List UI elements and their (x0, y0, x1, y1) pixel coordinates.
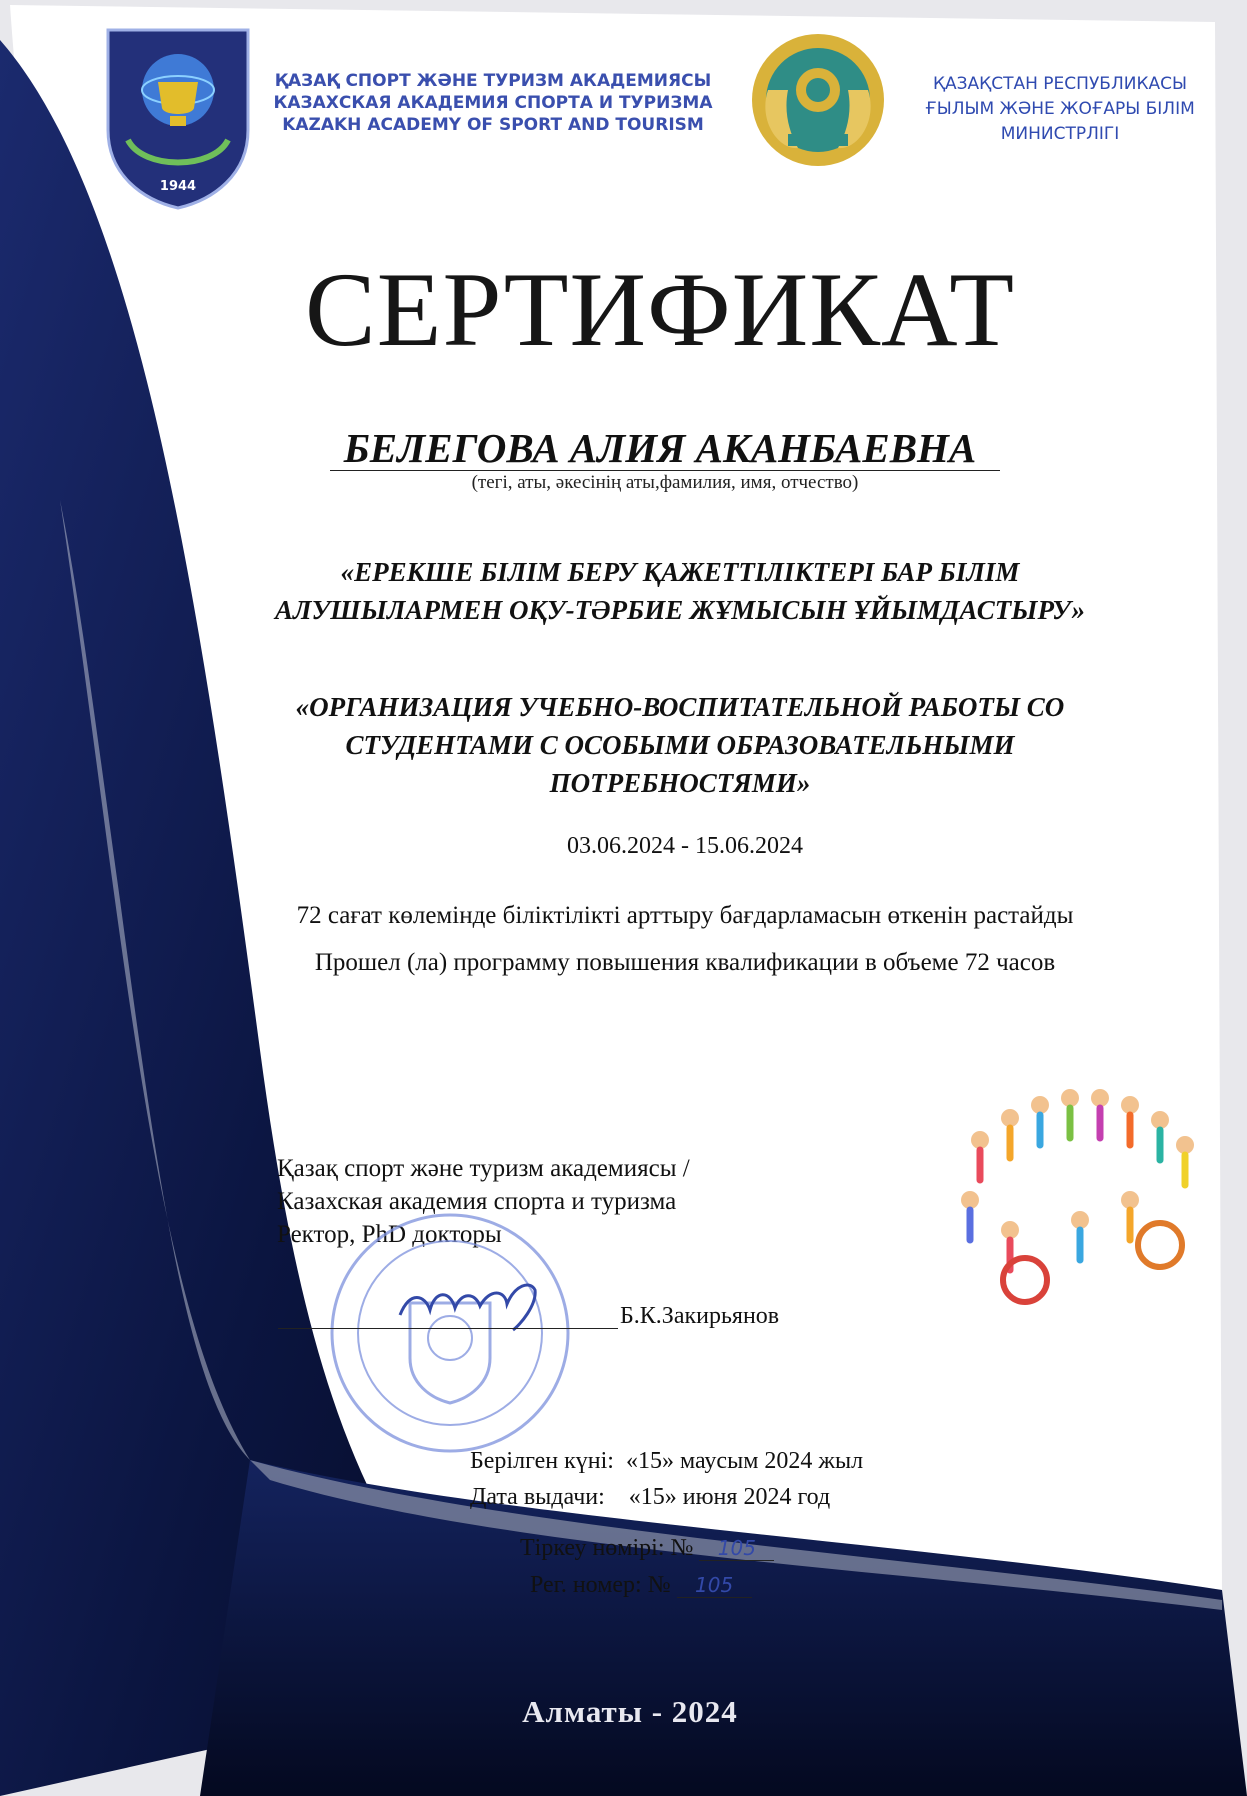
course-ru-line-3: ПОТРЕБНОСТЯМИ» (549, 768, 811, 798)
registration-kz-label: Тіркеу нөмірі: № (520, 1535, 694, 1561)
academy-name-block (258, 70, 728, 136)
course-ru-line-1: «ОРГАНИЗАЦИЯ УЧЕБНО-ВОСПИТАТЕЛЬНОЙ РАБОТЫ СО (295, 692, 1065, 722)
signature-org-ru: Казахская академия спорта и туризма (277, 1188, 677, 1215)
confirmation-kz: 72 сағат көлемінде біліктілікті арттыру бағдарламасын өткенін растайды (296, 902, 1074, 929)
signature-position: Ректор, PhD докторы (277, 1221, 502, 1248)
confirmation-ru: Прошел (ла) программу повышения квалификации в объеме 72 часов (314, 949, 1056, 976)
course-dates: 03.06.2024 - 15.06.2024 (567, 833, 803, 859)
state-emblem (748, 30, 888, 170)
issue-date-ru (470, 1479, 1030, 1515)
course-title-kz (190, 553, 1170, 629)
registration-kz (520, 1530, 774, 1567)
holder-caption: (тегі, аты, әкесінің аты,фамилия, имя, отчество) (471, 472, 859, 493)
issue-date-ru-label: Дата выдачи: (470, 1484, 605, 1510)
holder-underline (330, 470, 1000, 471)
handwritten-signature (395, 1270, 545, 1340)
academy-name-ru: КАЗАХСКАЯ АКАДЕМИЯ СПОРТА И ТУРИЗМА (273, 93, 713, 113)
issue-date-kz (470, 1443, 1030, 1479)
signature-line (278, 1328, 618, 1329)
holder-name: БЕЛЕГОВА АЛИЯ АКАНБАЕВНА (343, 425, 977, 471)
ministry-line-2: ҒЫЛЫМ ЖӘНЕ ЖОҒАРЫ БІЛІМ (925, 99, 1195, 119)
issue-date-block (470, 1443, 1030, 1515)
registration-ru-label: Рег. номер: № (530, 1572, 671, 1598)
issue-date-kz-label: Берілген күні: (470, 1448, 614, 1474)
ministry-line-3: МИНИСТРЛІГІ (1000, 124, 1120, 144)
course-ru-line-2: СТУДЕНТАМИ С ОСОБЫМИ ОБРАЗОВАТЕЛЬНЫМИ (345, 730, 1015, 760)
signature-org-kz: Қазақ спорт және туризм академиясы / (277, 1155, 690, 1182)
issue-date-ru-value: «15» июня 2024 год (628, 1484, 831, 1510)
children-circle-illustration (940, 1080, 1210, 1310)
registration-number-ru: 105 (677, 1573, 752, 1598)
footer-city-year: Алматы - 2024 (522, 1694, 738, 1729)
certificate-title: СЕРТИФИКАТ (305, 251, 1015, 368)
academy-name-kz: ҚАЗАҚ СПОРТ ЖӘНЕ ТУРИЗМ АКАДЕМИЯСЫ (274, 71, 712, 91)
logo-year: 1944 (159, 179, 197, 194)
course-title-ru (190, 688, 1170, 802)
registration-ru (520, 1567, 774, 1604)
course-kz-line-1: «ЕРЕКШЕ БІЛІМ БЕРУ ҚАЖЕТТІЛІКТЕРІ БАР БІЛІМ (340, 557, 1020, 587)
academy-logo (98, 20, 258, 210)
registration-number-kz: 105 (699, 1536, 774, 1561)
registration-block (520, 1530, 774, 1604)
rector-name: Б.К.Закирьянов (620, 1303, 780, 1329)
issue-date-kz-value: «15» маусым 2024 жыл (625, 1448, 864, 1474)
ministry-line-1: ҚАЗАҚСТАН РЕСПУБЛИКАСЫ (932, 74, 1188, 94)
academy-name-en: KAZAKH ACADEMY OF SPORT AND TOURISM (282, 115, 704, 135)
course-kz-line-2: АЛУШЫЛАРМЕН ОҚУ-ТӘРБИЕ ЖҰМЫСЫН ҰЙЫМДАСТЫРУ» (274, 595, 1086, 625)
ministry-name-block (900, 72, 1220, 147)
